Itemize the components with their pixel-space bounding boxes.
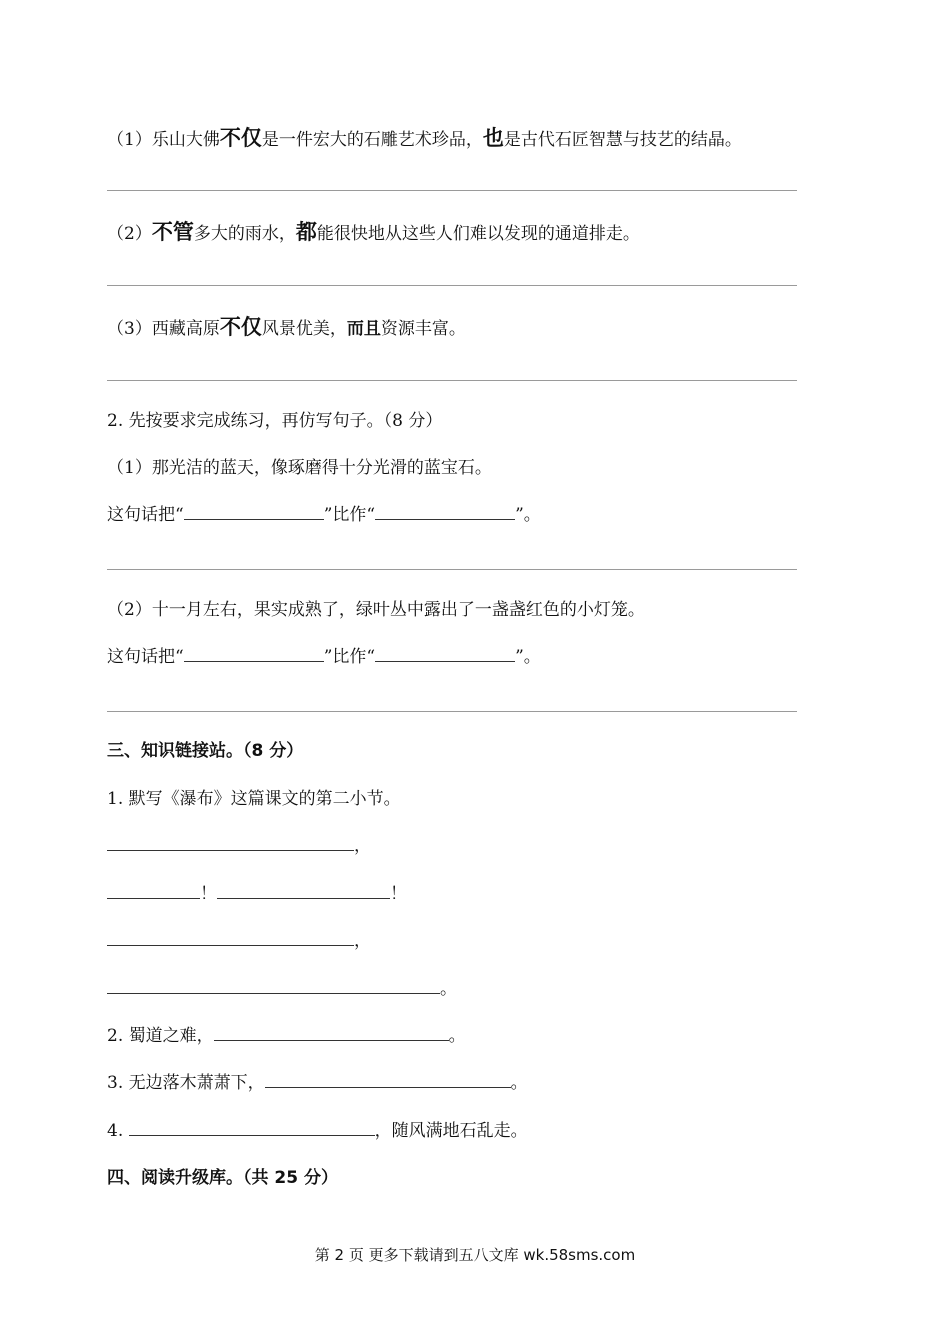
keyword: 不仅: [219, 126, 262, 150]
fill-blank[interactable]: [265, 1071, 511, 1088]
fill-blank[interactable]: [107, 929, 354, 946]
section-3-q4: 4. ，随风满地石乱走。: [107, 1121, 528, 1141]
question-2-sentence-1: （1）那光洁的蓝天，像琢磨得十分光滑的蓝宝石。: [107, 458, 492, 478]
fill-blank[interactable]: [375, 503, 515, 520]
sentence-3: （3）西藏高原不仅风景优美，而且资源丰富。: [107, 315, 466, 339]
fill-blank[interactable]: [184, 503, 324, 520]
keyword: 都: [295, 220, 317, 244]
fill-blank[interactable]: [107, 882, 200, 899]
fill-blank[interactable]: [184, 645, 324, 662]
answer-line[interactable]: [107, 569, 797, 570]
simile-fill-1: 这句话把“ ”比作“ ”。: [107, 505, 541, 525]
keyword: 也: [482, 126, 504, 150]
simile-fill-2: 这句话把“ ”比作“ ”。: [107, 647, 541, 667]
question-2-title: 2. 先按要求完成练习，再仿写句子。（8 分）: [107, 411, 443, 431]
question-2-sentence-2: （2）十一月左右，果实成熟了，绿叶丛中露出了一盏盏红色的小灯笼。: [107, 600, 645, 620]
answer-line[interactable]: [107, 285, 797, 286]
page-footer: 第 2 页 更多下载请到五八文库 wk.58sms.com: [314, 1246, 636, 1264]
answer-line[interactable]: [107, 190, 797, 191]
fill-blank[interactable]: [107, 834, 354, 851]
section-3-heading: 三、知识链接站。（8 分）: [107, 741, 304, 761]
recite-line-4: 。: [107, 977, 457, 1001]
answer-line[interactable]: [107, 380, 797, 381]
fill-blank[interactable]: [129, 1119, 375, 1136]
keyword: 而且: [346, 319, 381, 339]
section-3-q3: 3. 无边落木萧萧下， 。: [107, 1073, 528, 1093]
recite-line-3: ，: [107, 929, 371, 953]
section-3-q1: 1. 默写《瀑布》这篇课文的第二小节。: [107, 789, 401, 809]
section-3-q2: 2. 蜀道之难， 。: [107, 1026, 466, 1046]
recite-line-1: ，: [107, 834, 371, 858]
fill-blank[interactable]: [375, 645, 515, 662]
keyword: 不仅: [219, 315, 262, 339]
fill-blank[interactable]: [214, 1024, 449, 1041]
fill-blank[interactable]: [107, 977, 440, 994]
section-4-heading: 四、阅读升级库。（共 25 分）: [107, 1168, 338, 1188]
fill-blank[interactable]: [217, 882, 390, 899]
keyword: 不管: [151, 220, 194, 244]
sentence-1: （1）乐山大佛不仅是一件宏大的石雕艺术珍品，也是古代石匠智慧与技艺的结晶。: [107, 126, 742, 150]
sentence-2: （2）不管多大的雨水，都能很快地从这些人们难以发现的通道排走。: [107, 220, 640, 244]
answer-line[interactable]: [107, 711, 797, 712]
recite-line-2: ！ ！: [107, 882, 407, 906]
